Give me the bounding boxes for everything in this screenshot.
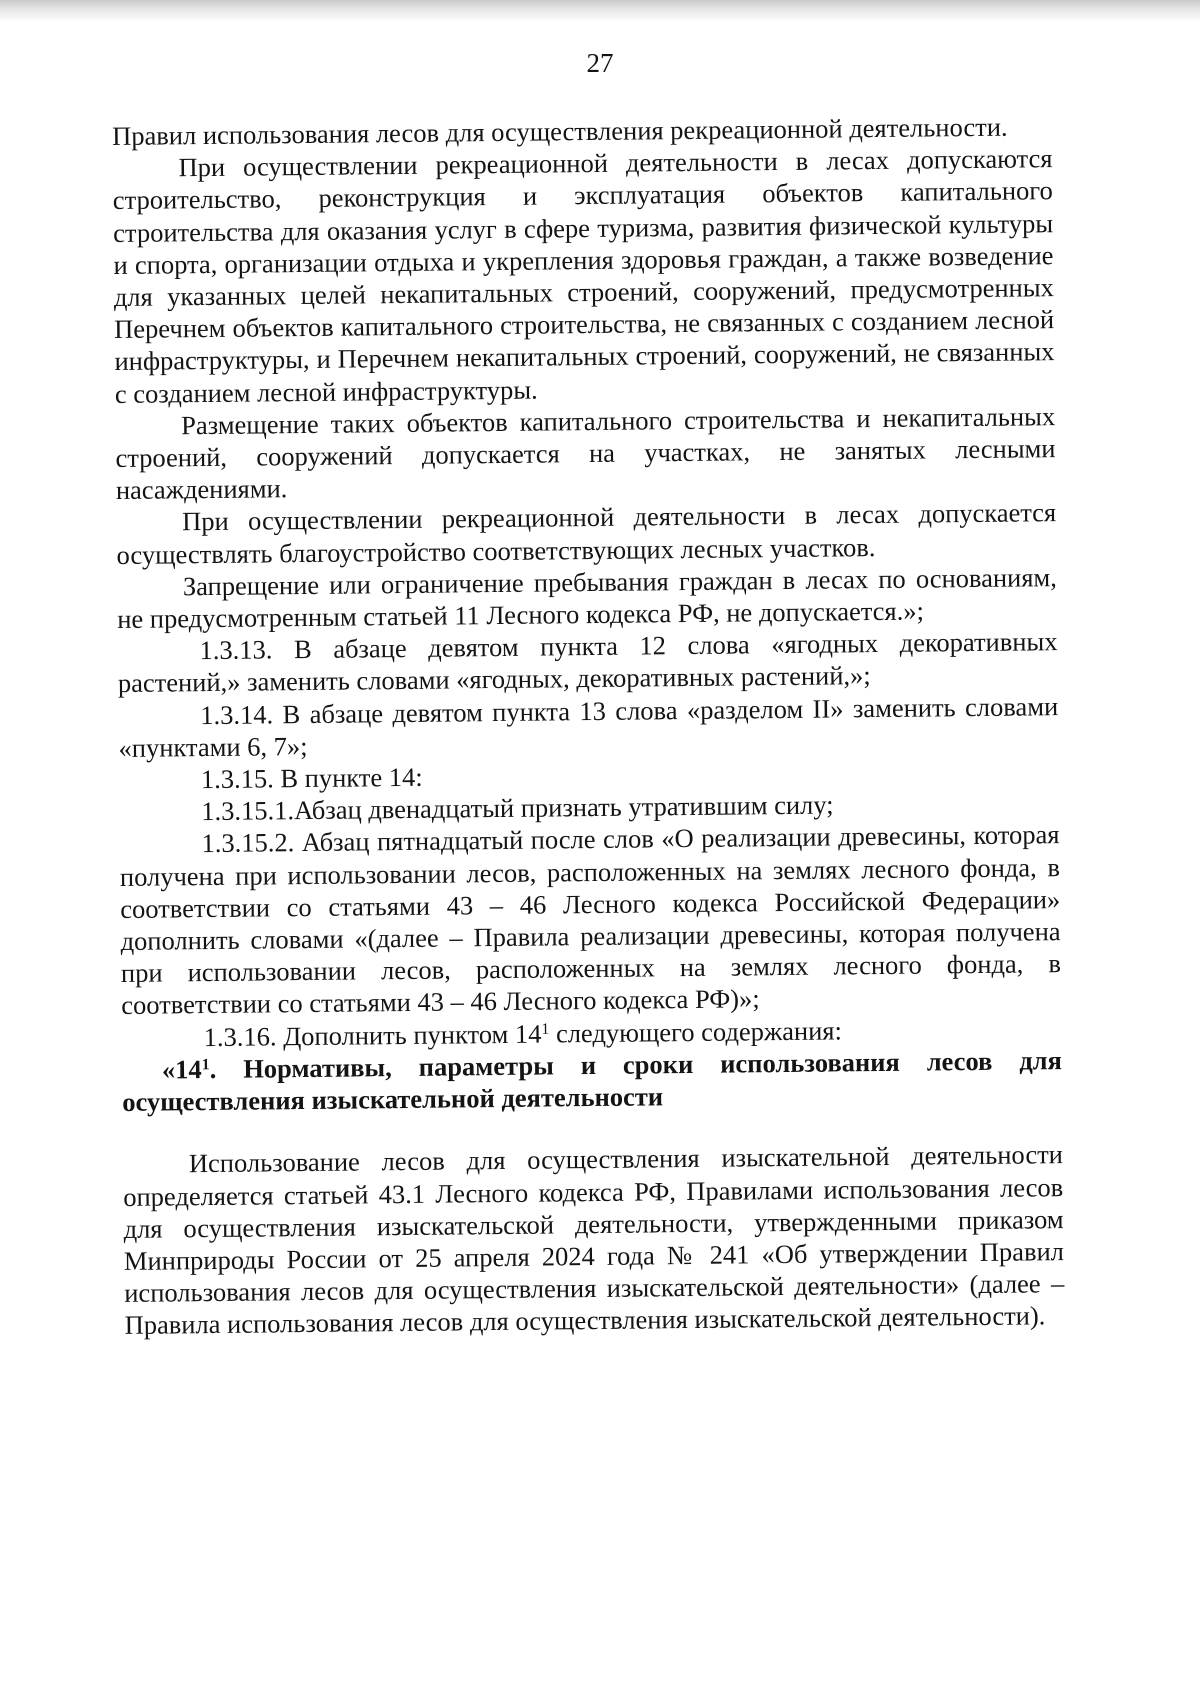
paragraph-placement: Размещение таких объектов капитального строительства и некапитальных строений, сооружений допускается на участках, не занятых лесными насаждениями. (115, 400, 1056, 506)
paragraph-landscaping: При осуществлении рекреационной деятельности в лесах допускается осуществлять благоустройство соответствующих лесных участков. (116, 497, 1057, 570)
item-1-3-16-text: 1.3.16. Дополнить пунктом 14 (203, 1018, 542, 1052)
page-number: 27 (586, 48, 614, 78)
section-heading (122, 1044, 1063, 1118)
superscript: 1 (201, 1056, 210, 1074)
paragraph-recreational-construction: При осуществлении рекреационной деятельности в лесах допускаются строительство, реконструкция и эксплуатация объектов капитального строительства для оказания услуг в сфере туризма, развития физической культуры и спорта, организации отдыха и укрепления здоровья граждан, а также возведение для указанных целей некапитальных строений, сооружений, предусмотренных Перечнем объектов капитального строительства, не связанных с созданием лесной инфраструктуры, и Перечнем некапитальных строений, сооружений, не связанных с созданием лесной инфраструктуры. (112, 143, 1055, 409)
item-1-3-15-2: 1.3.15.2. Абзац пятнадцатый после слов «О реализации древесины, которая получена при использовании лесов, расположенных на землях лесного фонда, в соответствии со статьями 43 – 46 Лесного кодекса Российской Федерации» дополнить словами «(далее – Правила реализации древесины, которая получена при использовании лесов, расположенных на землях лесного фонда, в соответствии со статьями 43 – 46 Лесного кодекса РФ)»; (119, 819, 1062, 1021)
paragraph-restriction: Запрещение или ограничение пребывания граждан в лесах по основаниям, не предусмотренным статьей 11 Лесного кодекса РФ, не допускается.»; (117, 561, 1057, 635)
paragraph-continuation: Правил использования лесов для осуществления рекреационной деятельности. (112, 111, 1008, 151)
section-heading-title: . Нормативы, параметры и сроки использования лесов для осуществления изыскательной деятельности (122, 1044, 1063, 1118)
section-heading-number: «14 (161, 1054, 202, 1085)
item-1-3-13: 1.3.13. В абзаце девятом пункта 12 слова «ягодных декоративных растений,» заменить словами «ягодных, декоративных растений,»; (117, 626, 1058, 699)
item-1-3-14: 1.3.14. В абзаце девятом пункта 13 слова «разделом II» заменить словами «пунктами 6, 7»; (118, 690, 1059, 763)
item-1-3-15-1: 1.3.15.1.Абзац двенадцатый признать утратившим силу; (201, 789, 834, 827)
superscript: 1 (541, 1020, 550, 1038)
item-1-3-15: 1.3.15. В пункте 14: (200, 761, 423, 795)
scan-edge-shadow (0, 0, 1200, 22)
item-1-3-16-tail: следующего содержания: (549, 1015, 843, 1049)
paragraph-survey-activity: Использование лесов для осуществления изыскательной деятельности определяется статьей 43.1 Лесного кодекса РФ, Правилами использования лесов для осуществления изыскательской деятельности, утвержденными приказом Минприроды России от 25 апреля 2024 года № 241 «Об утверждении Правил использования лесов для осуществления изыскательской деятельности» (далее – Правила использования лесов для осуществления изыскательской деятельности). (123, 1139, 1065, 1341)
document-body (112, 110, 1065, 1341)
